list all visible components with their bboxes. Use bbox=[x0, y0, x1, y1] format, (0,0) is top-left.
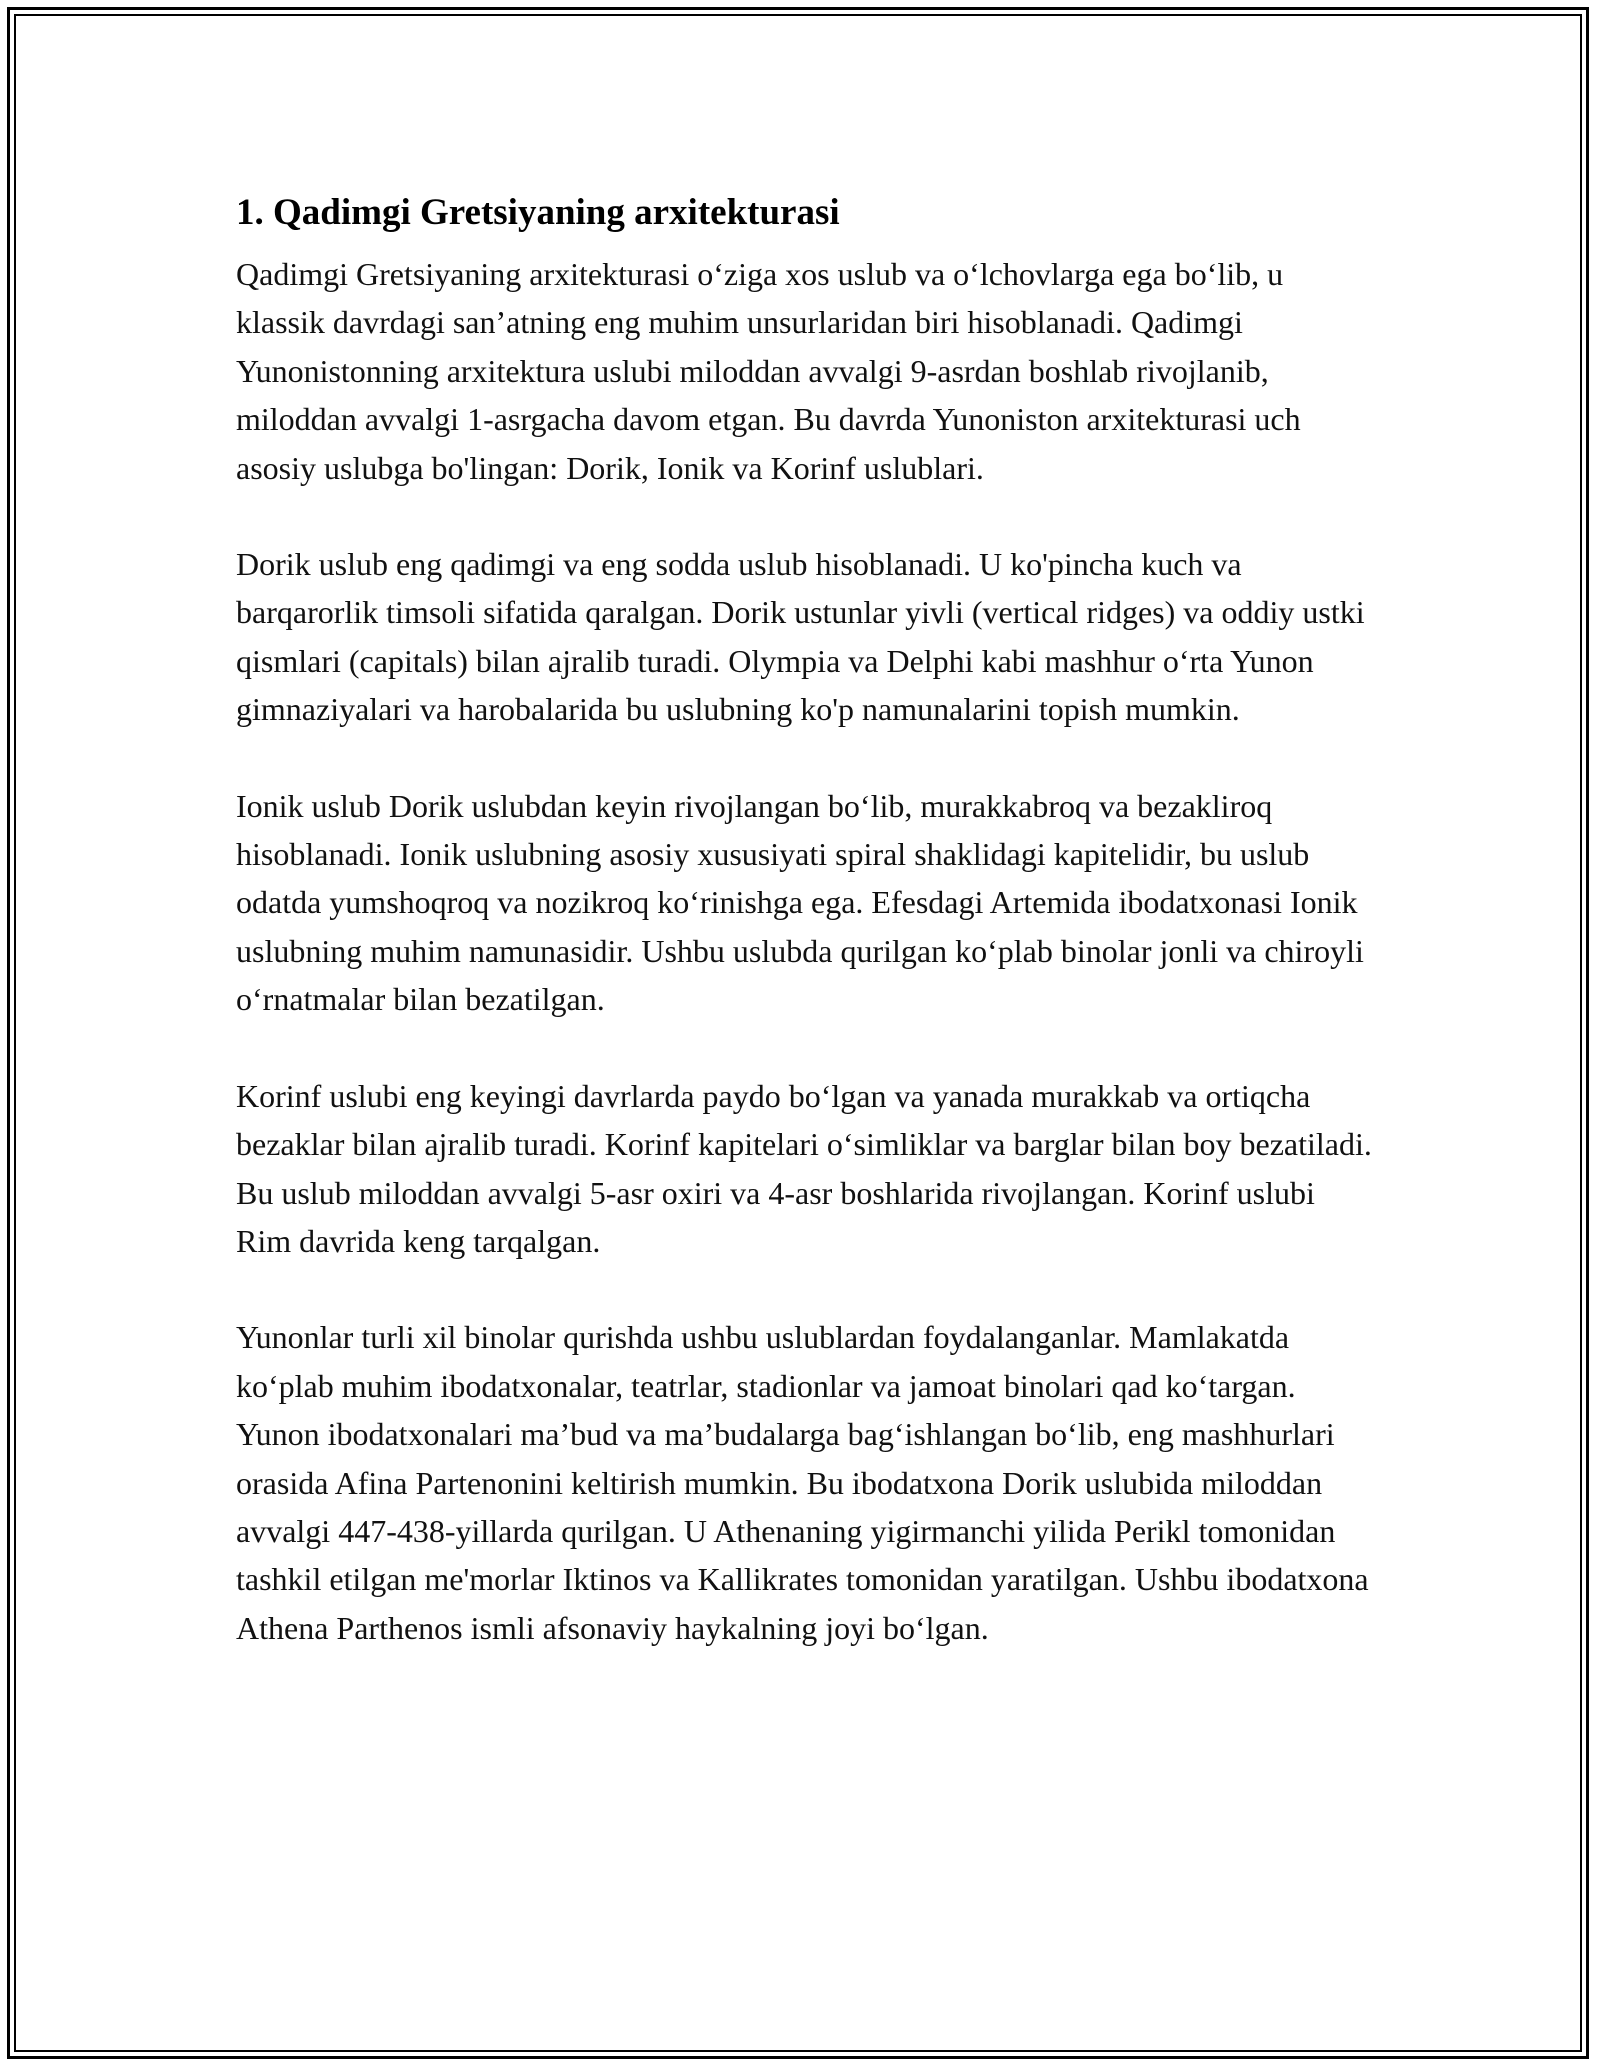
section-heading: 1. Qadimgi Gretsiyaning arxitekturasi bbox=[236, 192, 840, 233]
paragraph-ionic: Ionik uslub Dorik uslubdan keyin rivojlangan bo‘lib, murakkabroq va bezakliroq hisoblanadi. Ionik uslubning asosiy xususiyati spiral shaklidagi kapitelidir, bu uslub odatda yumshoqroq va nozikroq ko‘rinishga ega. Efesdagi Artemida ibodatxonasi Ionik uslubning muhim namunasidir. Ushbu uslubda qurilgan ko‘plab binolar jonli va chiroyli o‘rnatmalar bilan bezatilgan. bbox=[236, 787, 1364, 1018]
paragraph-doric: Dorik uslub eng qadimgi va eng sodda uslub hisoblanadi. U ko'pincha kuch va barqarorlik timsoli sifatida qaralgan. Dorik ustunlar yivli (vertical ridges) va oddiy ustki qismlari (capitals) bilan ajralib turadi. Olympia va Delphi kabi mashhur o‘rta Yunon gimnaziyalari va harobalarida bu uslubning ko'p namunalarini topish mumkin. bbox=[236, 546, 1365, 728]
paragraph-intro: Qadimgi Gretsiyaning arxitekturasi o‘ziga xos uslub va o‘lchovlarga ega bo‘lib, u klassik davrdagi san’atning eng muhim unsurlaridan biri hisoblanadi. Qadimgi Yunonistonning arxitektura uslubi miloddan avvalgi 9-asrdan boshlab rivojlanib, miloddan avvalgi 1-asrgacha davom etgan. Bu davrda Yunoniston arxitekturasi uch asosiy uslubga bo'lingan: Dorik, Ionik va Korinf uslublari. bbox=[236, 256, 1301, 486]
paragraph-corinthian: Korinf uslubi eng keyingi davrlarda paydo bo‘lgan va yanada murakkab va ortiqcha bezaklar bilan ajralib turadi. Korinf kapitelari o‘simliklar va barglar bilan boy bezatiladi. Bu uslub miloddan avvalgi 5-asr oxiri va 4-asr boshlarida rivojlangan. Korinf uslubi Rim davrida keng tarqalgan. bbox=[236, 1077, 1372, 1259]
paragraph-buildings: Yunonlar turli xil binolar qurishda ushbu uslublardan foydalanganlar. Mamlakatda ko‘plab muhim ibodatxonalar, teatrlar, stadionlar va jamoat binolari qad ko‘targan. Yunon ibodatxonalari ma’bud va ma’budalarga bag‘ishlangan bo‘lib, eng mashhurlari orasida Afina Partenonini keltirish mumkin. Bu ibodatxona Dorik uslubida miloddan avvalgi 447-438-yillarda qurilgan. U Athenaning yigirmanchi yilida Perikl tomonidan tashkil etilgan me'morlar Iktinos va Kallikrates tomonidan yaratilgan. Ushbu ibodatxona Athena Parthenos ismli afsonaviy haykalning joyi bo‘lgan. bbox=[236, 1319, 1369, 1646]
document-body bbox=[236, 188, 1376, 1700]
